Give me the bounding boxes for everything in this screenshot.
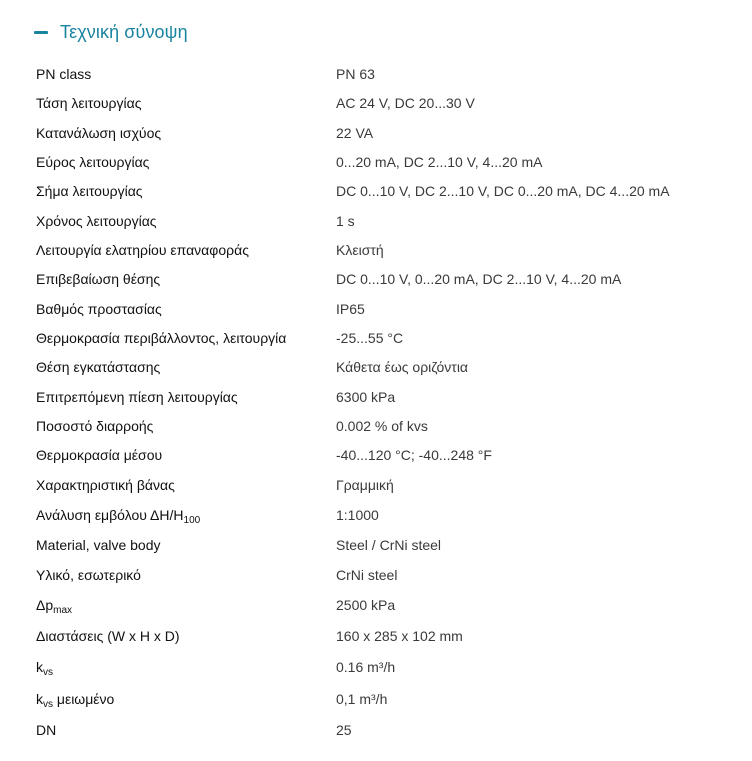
- spec-value: Κάθετα έως οριζόντια: [336, 359, 469, 375]
- spec-row: [36, 530, 736, 560]
- spec-value: 1 s: [336, 212, 355, 229]
- spec-row: [36, 621, 736, 651]
- spec-value: 0.002 % of kvs: [336, 417, 428, 434]
- spec-row: [36, 176, 736, 206]
- spec-value: Κλειστή: [336, 241, 384, 258]
- spec-row: [36, 560, 736, 589]
- spec-label: Υλικό, εσωτερικό: [36, 566, 141, 583]
- spec-value: 160 x 285 x 102 mm: [336, 628, 463, 644]
- minus-icon[interactable]: [34, 31, 48, 34]
- spec-label: Σήμα λειτουργίας: [36, 183, 143, 199]
- spec-row: [36, 589, 736, 621]
- spec-label: Ανάλυση εμβόλου $\Delta H/H_{100}$: [36, 506, 201, 526]
- spec-label: Χαρακτηριστική βάνας: [36, 476, 175, 493]
- spec-row: [36, 499, 736, 530]
- spec-label: Κατανάλωση ισχύος: [36, 124, 162, 141]
- spec-value: AC 24 V, DC 20...30 V: [336, 95, 475, 111]
- spec-value: 0...20 mA, DC 2...10 V, 4...20 mA: [336, 153, 543, 170]
- section-header[interactable]: [34, 20, 188, 44]
- spec-value: -25...55 °C: [336, 329, 404, 346]
- spec-label: Ποσοστό διαρροής: [36, 417, 154, 434]
- spec-label: Διαστάσεις (W x H x D): [36, 628, 180, 644]
- spec-label: Επιβεβαίωση θέσης: [36, 271, 161, 287]
- spec-row: [36, 206, 736, 235]
- spec-row: [36, 440, 736, 470]
- spec-value: 2500 kPa: [336, 597, 396, 613]
- spec-row: [36, 682, 736, 715]
- spec-label: $k_{vs}$ μειωμένο: [36, 690, 115, 710]
- spec-value: 0,1 m³/h: [336, 690, 388, 707]
- spec-value: 1:1000: [336, 506, 379, 523]
- spec-value: Steel / CrNi steel: [336, 537, 442, 553]
- spec-label: DN: [36, 722, 57, 738]
- spec-label: Material, valve body: [36, 537, 161, 553]
- spec-value: DC 0...10 V, DC 2...10 V, DC 0...20 mA, DC 4...20 mA: [336, 183, 670, 199]
- spec-value: 22 VA: [336, 124, 374, 141]
- spec-value: 0.16 m³/h: [336, 658, 396, 675]
- spec-value: CrNi steel: [336, 566, 398, 583]
- spec-value: 25: [336, 722, 352, 738]
- spec-row: [36, 264, 736, 294]
- spec-row: [36, 651, 736, 682]
- spec-label: Θερμοκρασία περιβάλλοντος, λειτουργία: [36, 329, 287, 346]
- spec-label: $k_{vs}$: [36, 658, 53, 678]
- spec-label: PN class: [36, 66, 92, 82]
- spec-label: Λειτουργία ελατηρίου επαναφοράς: [36, 241, 249, 258]
- spec-value: Γραμμική: [336, 476, 394, 493]
- spec-label: Επιτρεπόμενη πίεση λειτουργίας: [36, 388, 238, 405]
- section-title: Τεχνική σύνοψη: [60, 21, 188, 42]
- spec-label: Βαθμός προστασίας: [36, 300, 162, 317]
- spec-label: $\Delta p_{max}$: [36, 597, 73, 616]
- spec-label: Χρόνος λειτουργίας: [36, 212, 157, 229]
- spec-row: [36, 88, 736, 118]
- spec-label: Εύρος λειτουργίας: [36, 153, 150, 170]
- spec-row: [36, 715, 736, 745]
- spec-label: Θέση εγκατάστασης: [36, 359, 161, 375]
- spec-value: PN 63: [336, 66, 375, 82]
- spec-value: 6300 kPa: [336, 388, 396, 405]
- tech-spec-table: [36, 60, 736, 745]
- spec-row: [36, 323, 736, 352]
- spec-row: [36, 235, 736, 264]
- spec-row: [36, 118, 736, 147]
- spec-value: IP65: [336, 300, 365, 317]
- spec-value: DC 0...10 V, 0...20 mA, DC 2...10 V, 4...20 mA: [336, 271, 622, 287]
- spec-row: [36, 470, 736, 499]
- spec-label: Τάση λειτουργίας: [36, 95, 142, 111]
- spec-value: -40...120 °C; -40...248 °F: [336, 447, 492, 463]
- spec-row: [36, 382, 736, 411]
- spec-label: Θερμοκρασία μέσου: [36, 447, 163, 463]
- spec-row: [36, 411, 736, 440]
- spec-row: [36, 294, 736, 323]
- spec-row: [36, 147, 736, 176]
- spec-row: [36, 352, 736, 382]
- spec-row: [36, 60, 736, 88]
